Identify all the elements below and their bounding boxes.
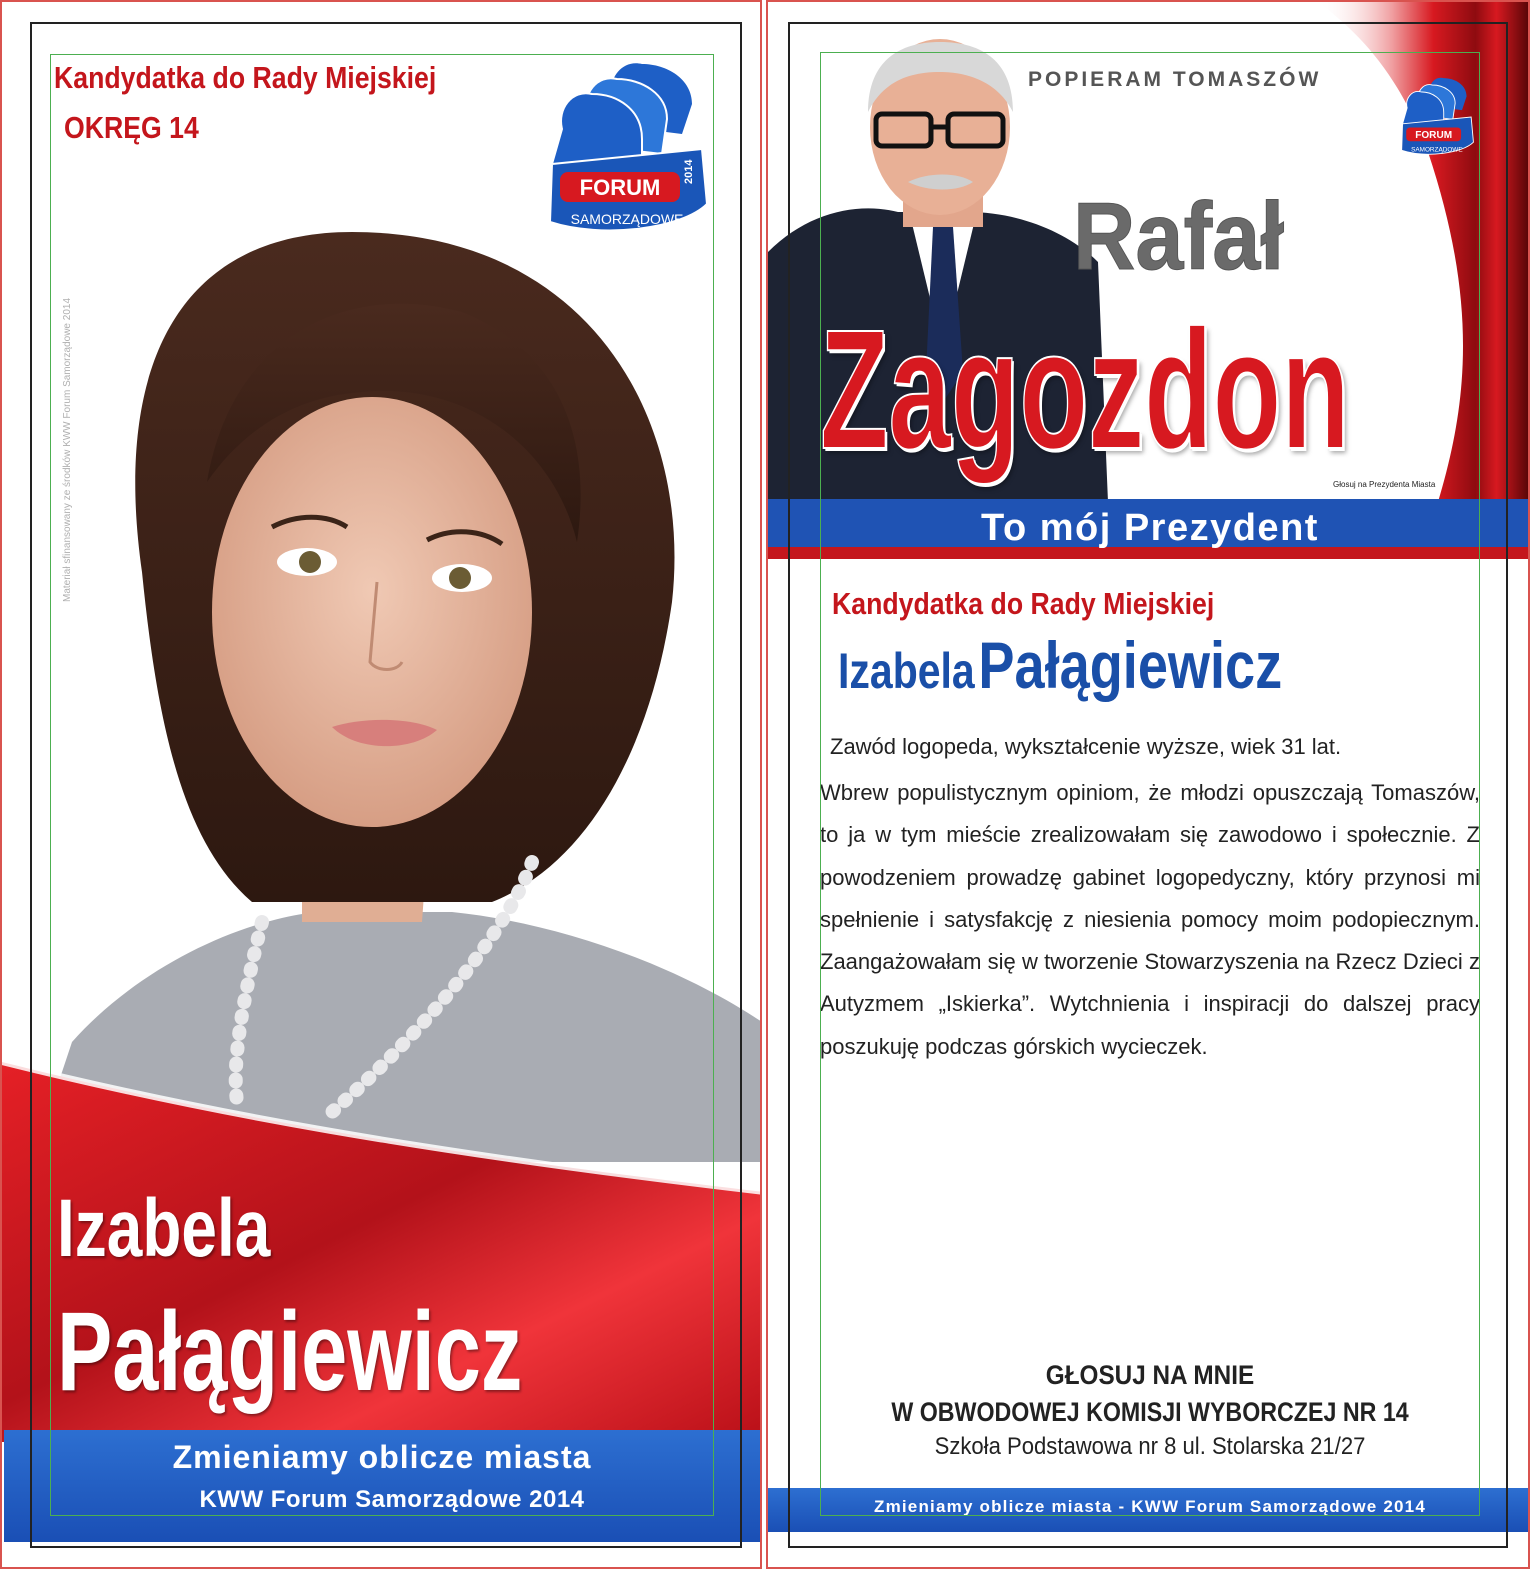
logo-small-word-forum: FORUM — [1415, 130, 1453, 142]
bio-text: Wbrew populistycznym opiniom, że młodzi opuszczają Tomaszów, to ja w tym mieście zrealizowałam się zawodowo i społecznie. Z powodzeniem prowadzę gabinet logopedyczny, który przynosi mi spełnienie i satysfakcję z niesienia pomocy moim podopiecznym. Zaangażowałam się w tworzenie Stowarzyszenia na Rzecz Dzieci z Autyzmem „Iskierka”. Wytchnienia i inspiracji do dalszej pracy poszukuję podczas górskich wycieczek. — [820, 780, 1480, 1059]
footer-slogan: Zmieniamy oblicze miasta - KWW Forum Samorządowe 2014 — [873, 1497, 1426, 1516]
mayor-caption: Głosuj na Prezydenta Miasta — [1333, 480, 1436, 489]
bio-intro: Zawód logopeda, wykształcenie wyższe, wiek 31 lat. — [830, 734, 1342, 759]
candidate-portrait — [32, 222, 762, 1162]
mayor-last-name: Zagozdon — [820, 295, 1350, 485]
logo-word-samorzadowe: SAMORZĄDOWE — [570, 211, 684, 227]
support-tagline: POPIERAM TOMASZÓW — [1028, 68, 1322, 91]
district-label: OKRĘG 14 — [64, 110, 199, 145]
president-slogan: To mój Prezydent — [981, 507, 1319, 549]
left-leaflet-page — [0, 0, 762, 1569]
logo-year: 2014 — [683, 159, 695, 184]
financing-note: Materiał sfinansowany ze środków KWW Forum Samorządowe 2014 — [62, 297, 73, 602]
slogan: Zmieniamy oblicze miasta — [172, 1439, 592, 1475]
candidate-first-name: Izabela — [57, 1183, 271, 1274]
candidate-last-name-right: Pałągiewicz — [978, 628, 1283, 702]
mayor-first-name: Rafał — [1073, 183, 1285, 290]
candidate-name-right — [838, 627, 1282, 703]
candidate-first-name-right: Izabela — [838, 643, 975, 699]
logo-small-word-samorzadowe: SAMORZĄDOWE — [1411, 146, 1463, 154]
logo-word-forum: FORUM — [579, 175, 661, 200]
vote-call: GŁOSUJ NA MNIE — [1045, 1360, 1255, 1390]
right-leaflet-page — [766, 0, 1530, 1569]
forum-samorzadowe-logo-small — [1398, 72, 1478, 162]
vote-commission: W OBWODOWEJ KOMISJI WYBORCZEJ NR 14 — [891, 1397, 1409, 1427]
candidate-heading-right: Kandydatka do Rady Miejskiej — [832, 586, 1215, 621]
candidate-heading: Kandydatka do Rady Miejskiej — [54, 60, 437, 95]
candidate-last-name: Pałągiewicz — [57, 1289, 523, 1414]
committee-name: KWW Forum Samorządowe 2014 — [199, 1486, 585, 1513]
forum-samorzadowe-logo — [542, 54, 717, 244]
vote-location: Szkoła Podstawowa nr 8 ul. Stolarska 21/27 — [934, 1433, 1366, 1460]
